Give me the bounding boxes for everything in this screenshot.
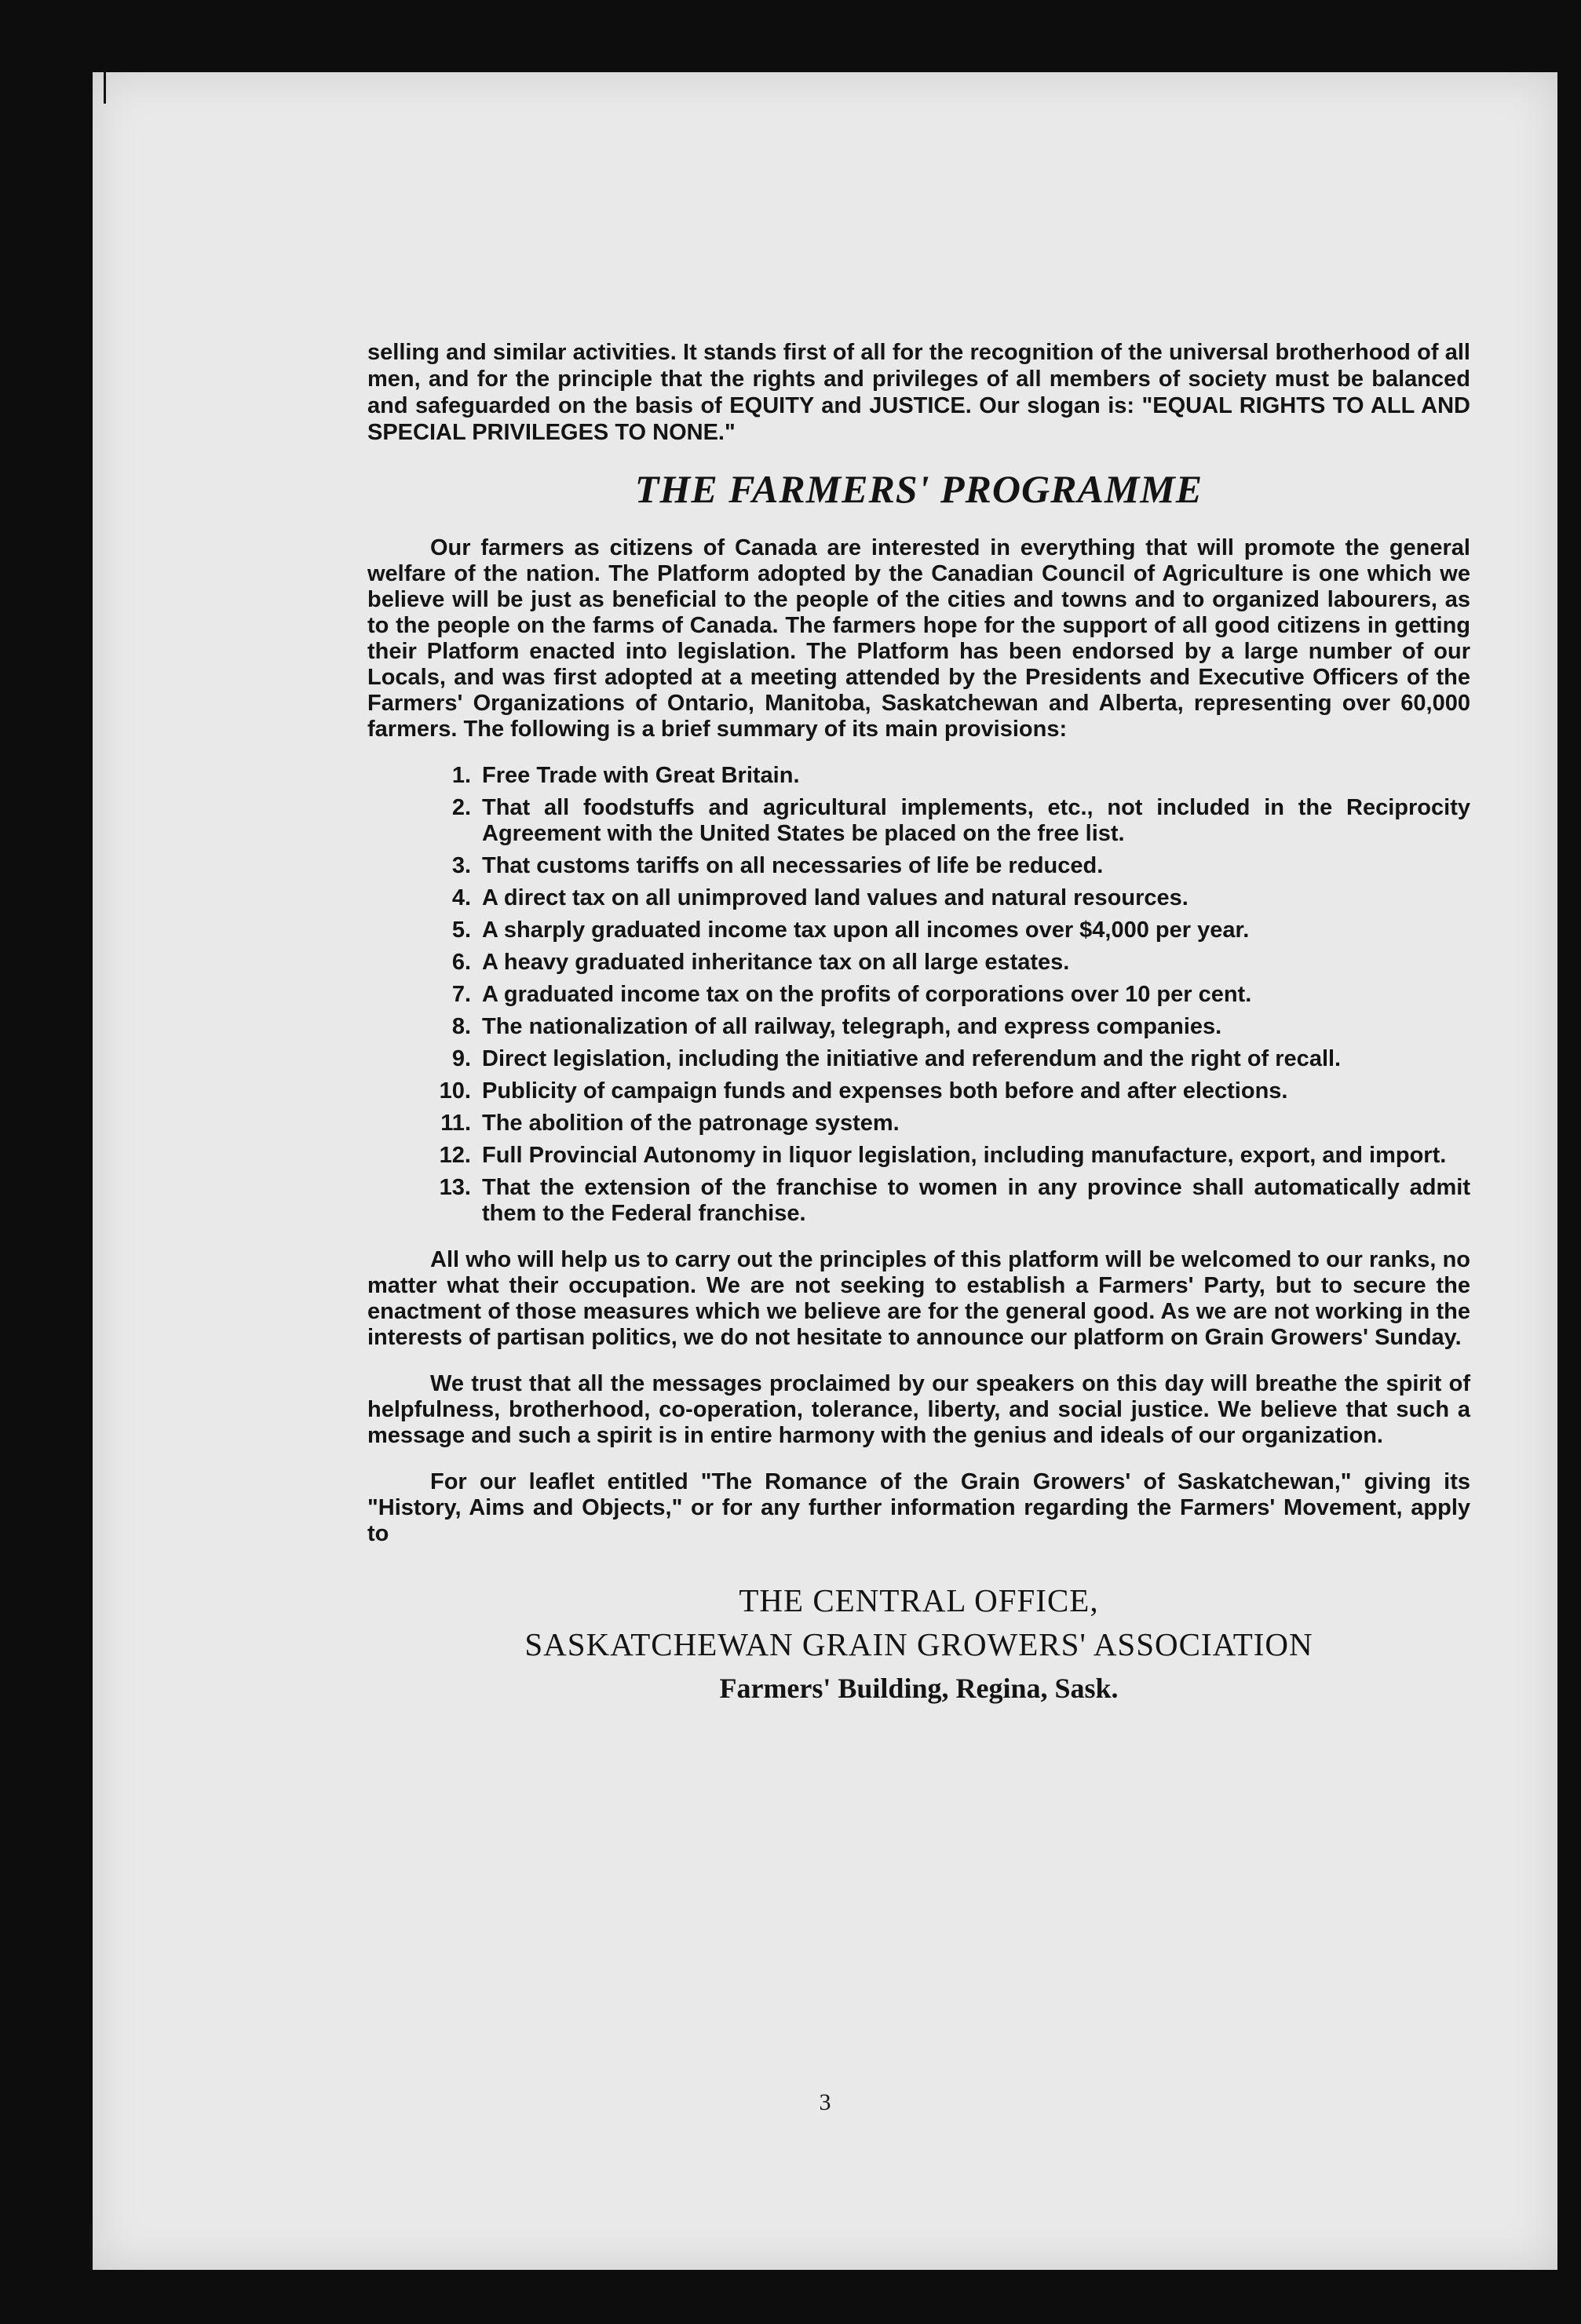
item-number: 12. (439, 1143, 471, 1168)
item-text: A graduated income tax on the profits of corporations over 10 per cent. (482, 982, 1252, 1007)
list-item (430, 853, 1470, 879)
item-number: 6. (451, 950, 471, 975)
item-text: The abolition of the patronage system. (482, 1111, 900, 1136)
item-text: That the extension of the franchise to women in any province shall automatically admit them to the Federal franchise. (482, 1175, 1470, 1226)
welcome-paragraph: All who will help us to carry out the principles of this platform will be welcomed to our ranks, no matter what their occupation. We are not seeking to establish a Farmers' Party, but to secure the enactment of those measures which we believe are for the general good. As we are not working in the interests of partisan politics, we do not hesitate to announce our platform on Grain Growers' Sunday. (367, 1247, 1470, 1350)
programme-paragraph: Our farmers as citizens of Canada are interested in everything that will promote the general welfare of the nation. The Platform adopted by the Canadian Council of Agriculture is one which we believe will be just as beneficial to the people of the cities and towns and to organized labourers, as to the people on the farms of Canada. The farmers hope for the support of all good citizens in getting their Platform enacted into legislation. The Platform has been endorsed by a large number of our Locals, and was first adopted at a meeting attended by the Presidents and Executive Officers of the Farmers' Organizations of Ontario, Manitoba, Saskatchewan and Alberta, representing over 60,000 farmers. The following is a brief summary of its main provisions: (367, 535, 1470, 742)
list-item (430, 1143, 1470, 1169)
item-text: That all foodstuffs and agricultural implements, etc., not included in the Reciprocity Agreement with the United States be placed on the free list. (482, 795, 1470, 846)
list-item (430, 763, 1470, 789)
list-item (430, 1078, 1470, 1104)
item-number: 8. (451, 1014, 471, 1039)
item-number: 10. (439, 1078, 471, 1104)
item-text: The nationalization of all railway, telegraph, and express companies. (482, 1014, 1222, 1039)
intro-paragraph: selling and similar activities. It stands first of all for the recognition of the universal brotherhood of all men, and for the principle that the rights and privileges of all members of society must be balanced and safeguarded on the basis of EQUITY and JUSTICE. Our slogan is: "EQUAL RIGHTS TO ALL AND SPECIAL PRIVILEGES TO NONE." (367, 340, 1470, 445)
item-text: Free Trade with Great Britain. (482, 763, 800, 788)
item-number: 4. (451, 885, 471, 910)
list-item (430, 795, 1470, 847)
office-line-3: Farmers' Building, Regina, Sask. (719, 1673, 1119, 1704)
item-text: Publicity of campaign funds and expenses both before and after elections. (482, 1078, 1288, 1104)
list-item (430, 1175, 1470, 1227)
list-item (430, 982, 1470, 1008)
item-number: 1. (451, 763, 471, 788)
message-paragraph: We trust that all the messages proclaimed by our speakers on this day will breathe the spirit of helpfulness, brotherhood, co-operation, tolerance, liberty, and social justice. We believe that such a message and such a spirit is in entire harmony with the genius and ideals of our organization. (367, 1371, 1470, 1448)
item-number: 9. (451, 1046, 471, 1071)
document-page (93, 72, 1557, 2270)
item-text: That customs tariffs on all necessaries of life be reduced. (482, 853, 1104, 878)
item-text: A sharply graduated income tax upon all incomes over $4,000 per year. (482, 918, 1250, 943)
office-line-1: THE CENTRAL OFFICE, (739, 1582, 1099, 1618)
item-text: A heavy graduated inheritance tax on all large estates. (482, 950, 1070, 975)
list-item (430, 885, 1470, 911)
leaflet-paragraph: For our leaflet entitled "The Romance of the Grain Growers' of Saskatchewan," giving its "History, Aims and Objects," or for any further information regarding the Farmers' Movement, apply to (367, 1469, 1470, 1546)
list-item (430, 1014, 1470, 1040)
item-text: Full Provincial Autonomy in liquor legislation, including manufacture, export, and import. (482, 1143, 1447, 1168)
page-content (367, 339, 1470, 1710)
list-item (430, 1111, 1470, 1136)
item-number: 11. (440, 1111, 471, 1136)
office-line-2: SASKATCHEWAN GRAIN GROWERS' ASSOCIATION (524, 1626, 1313, 1662)
item-number: 2. (451, 795, 471, 820)
item-text: Direct legislation, including the initiative and referendum and the right of recall. (482, 1046, 1342, 1071)
item-number: 5. (451, 918, 471, 943)
item-number: 3. (451, 853, 471, 878)
page-title: THE FARMERS' PROGRAMME (634, 467, 1203, 511)
item-number: 7. (451, 982, 471, 1007)
binding-mark-top (104, 67, 106, 104)
list-item (430, 918, 1470, 943)
list-item (430, 1046, 1470, 1072)
item-number: 13. (439, 1175, 471, 1200)
item-text: A direct tax on all unimproved land values and natural resources. (482, 885, 1188, 910)
office-address (367, 1578, 1470, 1710)
binding-mark-bottom (89, 2223, 92, 2270)
page-number: 3 (819, 2089, 831, 2115)
list-item (430, 950, 1470, 976)
provisions-list (367, 763, 1470, 1227)
